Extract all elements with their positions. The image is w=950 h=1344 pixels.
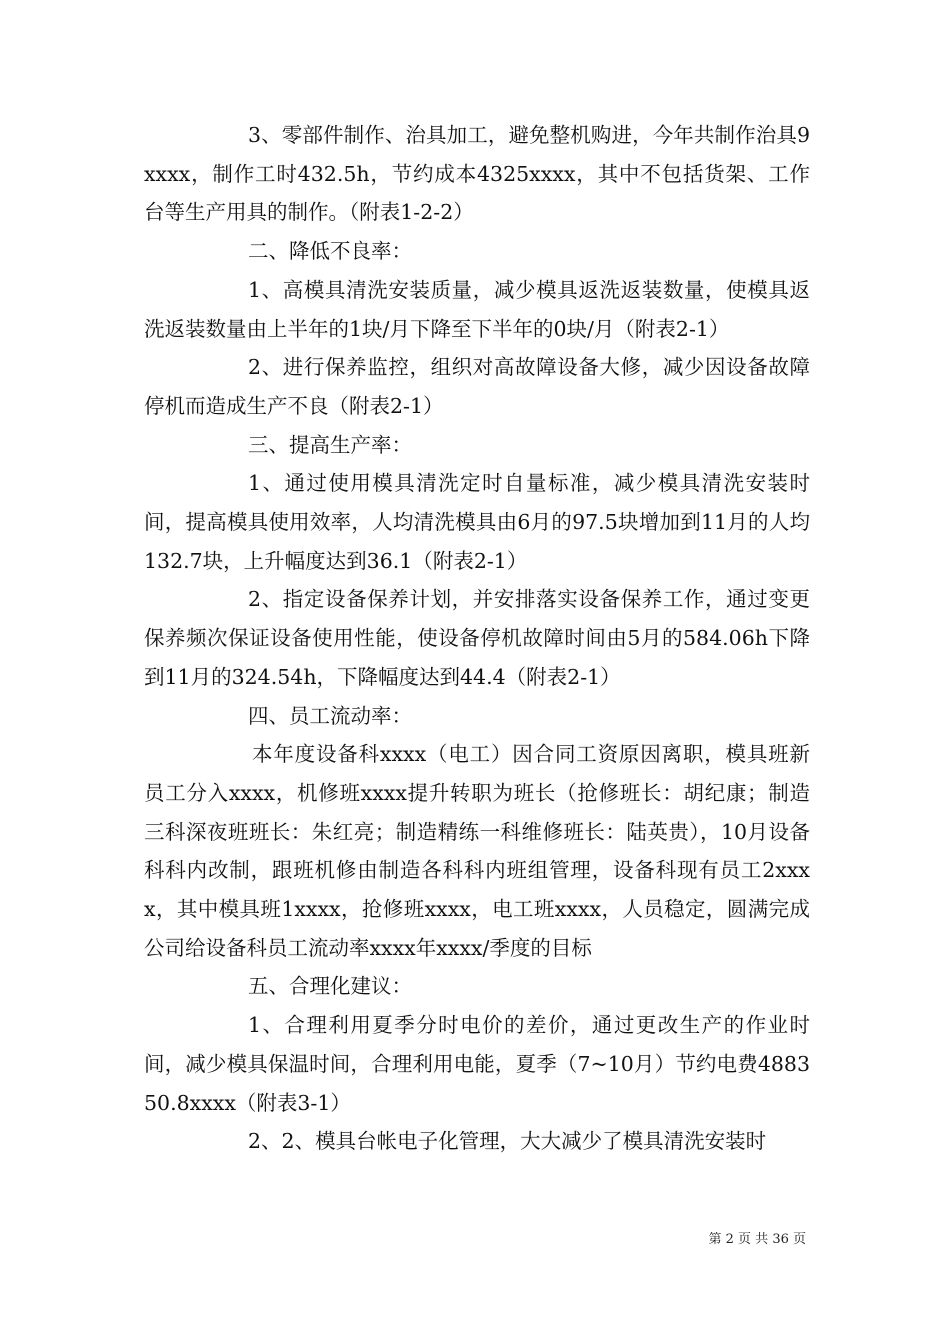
paragraph-peak-valley-electricity: 1、合理利用夏季分时电价的差价，通过更改生产的作业时间，减少模具保温时间，合理利用电能，夏季（7~10月）节约电费488350.8xxxx（附表3-1） bbox=[144, 1013, 810, 1115]
section-heading-suggestions: 五、合理化建议： bbox=[248, 974, 412, 999]
paragraph-fixture-fabrication: 3、零部件制作、治具加工，避免整机购进，今年共制作治具9xxxx，制作工时432.5h，节约成本4325xxxx，其中不包括货架、工作台等生产用具的制作。（附表1-2-2） bbox=[144, 123, 810, 225]
document-body bbox=[144, 116, 810, 1161]
paragraph-maintenance-plan: 2、指定设备保养计划，并安排落实设备保养工作，通过变更保养频次保证设备使用性能，使设备停机故障时间由5月的584.06h下降到11月的324.54h，下降幅度达到44.4（附表2-1） bbox=[144, 587, 810, 689]
paragraph-staff-changes: 本年度设备科xxxx（电工）因合同工资原因离职，模具班新员工分入xxxx，机修班xxxx提升转职为班长（抢修班长：胡纪康；制造三科深夜班班长：朱红亮；制造精练一科维修班长：陆英贵），10月设备科科内改制，跟班机修由制造各科科内班组管理，设备科现有员工2xxxx，其中模具班1xxxx，抢修班xxxx，电工班xxxx，人员稳定，圆满完成公司给设备科员工流动率xxxx年xxxx/季度的目标 bbox=[144, 742, 810, 960]
paragraph-maintenance-monitoring: 2、进行保养监控，组织对高故障设备大修，减少因设备故障停机而造成生产不良（附表2-1） bbox=[144, 355, 810, 418]
section-heading-reduce-defect-rate: 二、降低不良率： bbox=[248, 239, 412, 264]
paragraph-mold-ledger: 2、2、模具台帐电子化管理，大大减少了模具清洗安装时 bbox=[248, 1129, 767, 1154]
page-number-footer: 第 2 页 共 36 页 bbox=[708, 1232, 806, 1247]
paragraph-mold-cleaning-standard: 1、通过使用模具清洗定时自量标准，减少模具清洗安装时间，提高模具使用效率，人均清洗模具由6月的97.5块增加到11月的人均132.7块，上升幅度达到36.1（附表2-1） bbox=[144, 471, 810, 573]
paragraph-mold-cleaning-quality: 1、高模具清洗安装质量，减少模具返洗返装数量，使模具返洗返装数量由上半年的1块/月下降至下半年的0块/月（附表2-1） bbox=[144, 277, 810, 341]
section-heading-staff-turnover: 四、员工流动率： bbox=[248, 703, 412, 728]
section-heading-improve-productivity: 三、提高生产率： bbox=[248, 432, 412, 457]
